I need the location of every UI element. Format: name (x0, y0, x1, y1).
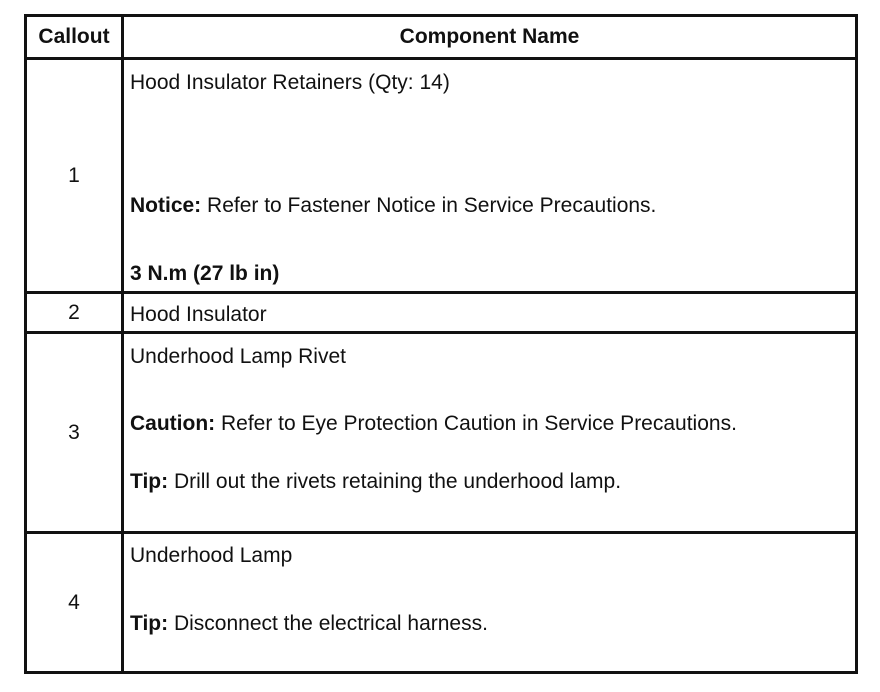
tip-text: Disconnect the electrical harness. (168, 612, 488, 635)
row-divider (27, 291, 855, 294)
component-table (24, 14, 858, 674)
row-divider (27, 331, 855, 334)
tip-label: Tip: (130, 470, 169, 493)
notice-label: Notice: (130, 194, 202, 217)
tip-label: Tip: (130, 612, 169, 635)
row-divider (27, 531, 855, 534)
row-4-name: Underhood Lamp (130, 544, 293, 567)
row-1-callout: 1 (68, 163, 80, 187)
row-3-tip (130, 470, 621, 494)
caution-label: Caution: (130, 412, 216, 435)
row-4-callout: 4 (68, 590, 80, 614)
row-3-name: Underhood Lamp Rivet (130, 345, 346, 368)
caution-text: Refer to Eye Protection Caution in Service Precautions. (215, 412, 737, 435)
row-1-torque: 3 N.m (27 lb in) (130, 262, 280, 285)
row-4-tip (130, 612, 488, 636)
notice-text: Refer to Fastener Notice in Service Precautions. (201, 194, 657, 217)
tip-text: Drill out the rivets retaining the underhood lamp. (168, 470, 622, 493)
header-component-name: Component Name (399, 25, 580, 48)
row-1-name: Hood Insulator Retainers (Qty: 14) (130, 71, 450, 94)
header-divider (27, 57, 855, 60)
row-2-callout: 2 (68, 300, 80, 324)
row-3-caution (130, 412, 737, 436)
row-2-name: Hood Insulator (130, 303, 267, 326)
row-1-notice (130, 194, 656, 218)
column-divider (121, 17, 124, 671)
row-3-callout: 3 (68, 420, 80, 444)
header-callout: Callout (38, 25, 110, 48)
